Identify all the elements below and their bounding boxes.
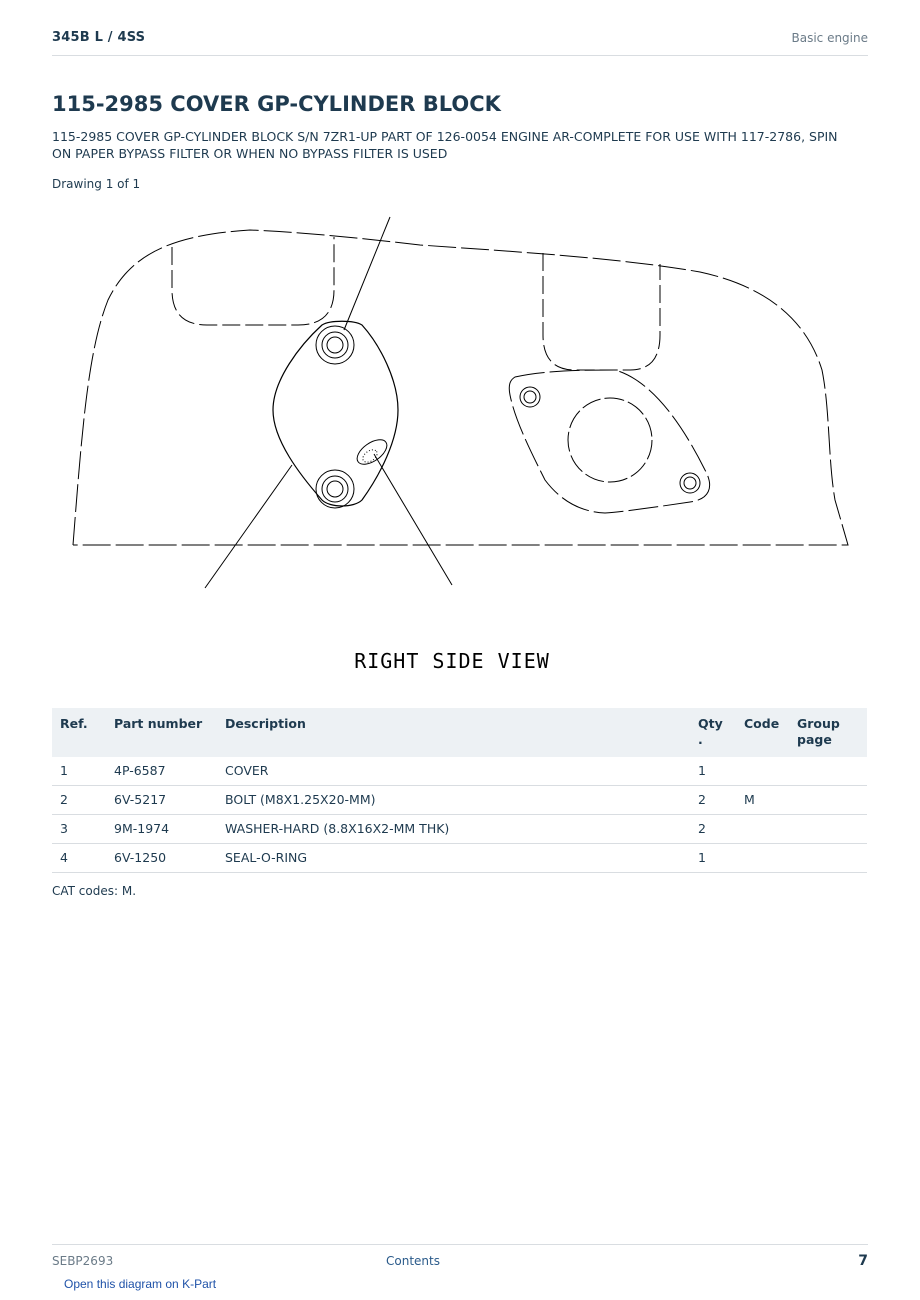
row-description: BOLT (M8X1.25X20-MM) xyxy=(217,786,690,815)
row-part-number: 4P-6587 xyxy=(106,757,217,786)
header-description: Description xyxy=(217,708,690,757)
table-row xyxy=(52,844,867,873)
cover-plate xyxy=(273,321,398,506)
leader-line-1 xyxy=(344,217,390,330)
header-code: Code xyxy=(736,708,789,757)
row-part-number: 6V-5217 xyxy=(106,786,217,815)
header-part-number: Part number xyxy=(106,708,217,757)
row-part-number: 9M-1974 xyxy=(106,815,217,844)
row-group-page xyxy=(789,786,867,815)
row-description: WASHER-HARD (8.8X16X2-MM THK) xyxy=(217,815,690,844)
cat-codes-note: CAT codes: M. xyxy=(52,884,137,898)
page-title: 115-2985 COVER GP-CYLINDER BLOCK xyxy=(52,92,501,116)
open-kpart-link[interactable]: Open this diagram on K-Part xyxy=(64,1277,217,1291)
row-description: SEAL-O-RING xyxy=(217,844,690,873)
leader-line-2 xyxy=(205,465,292,588)
row-ref: 1 xyxy=(52,757,106,786)
row-ref: 2 xyxy=(52,786,106,815)
row-group-page xyxy=(789,757,867,786)
header-group-page: Group page xyxy=(789,708,867,757)
section-label: Basic engine xyxy=(791,31,868,45)
page-header xyxy=(52,28,868,56)
drawing-count: Drawing 1 of 1 xyxy=(52,177,141,191)
block-outline xyxy=(73,230,848,545)
row-group-page xyxy=(789,815,867,844)
contents-link[interactable]: Contents xyxy=(386,1254,440,1268)
parts-table xyxy=(52,708,867,873)
row-ref: 3 xyxy=(52,815,106,844)
header-ref: Ref. xyxy=(52,708,106,757)
header-qty: Qty . xyxy=(690,708,736,757)
row-code xyxy=(736,757,789,786)
parts-diagram xyxy=(0,200,920,680)
row-part-number: 6V-1250 xyxy=(106,844,217,873)
row-group-page xyxy=(789,844,867,873)
flange-bore xyxy=(568,398,652,482)
o-ring-seal xyxy=(353,435,391,469)
page-footer xyxy=(52,1244,868,1275)
model-label: 345B L / 4SS xyxy=(52,30,146,45)
row-qty: 1 xyxy=(690,757,736,786)
row-ref: 4 xyxy=(52,844,106,873)
table-row xyxy=(52,815,867,844)
row-qty: 2 xyxy=(690,786,736,815)
row-description: COVER xyxy=(217,757,690,786)
pocket-left xyxy=(172,237,334,325)
group-description: 115-2985 COVER GP-CYLINDER BLOCK S/N 7ZR1-UP PART OF 126-0054 ENGINE AR-COMPLETE FOR USE WITH 117-2786, SPIN ON PAPER BYPASS FILTER OR WHEN NO BYPASS FILTER IS USED xyxy=(52,129,838,161)
table-row xyxy=(52,786,867,815)
flange xyxy=(509,370,709,513)
row-qty: 1 xyxy=(690,844,736,873)
row-code xyxy=(736,844,789,873)
row-code: M xyxy=(736,786,789,815)
table-header-row xyxy=(52,708,867,757)
table-row xyxy=(52,757,867,786)
leader-line-3 xyxy=(374,454,452,585)
document-id: SEBP2693 xyxy=(52,1254,114,1268)
row-code xyxy=(736,815,789,844)
page-number: 7 xyxy=(858,1253,868,1269)
view-label: RIGHT SIDE VIEW xyxy=(354,649,550,673)
pocket-right xyxy=(543,253,660,370)
row-qty: 2 xyxy=(690,815,736,844)
